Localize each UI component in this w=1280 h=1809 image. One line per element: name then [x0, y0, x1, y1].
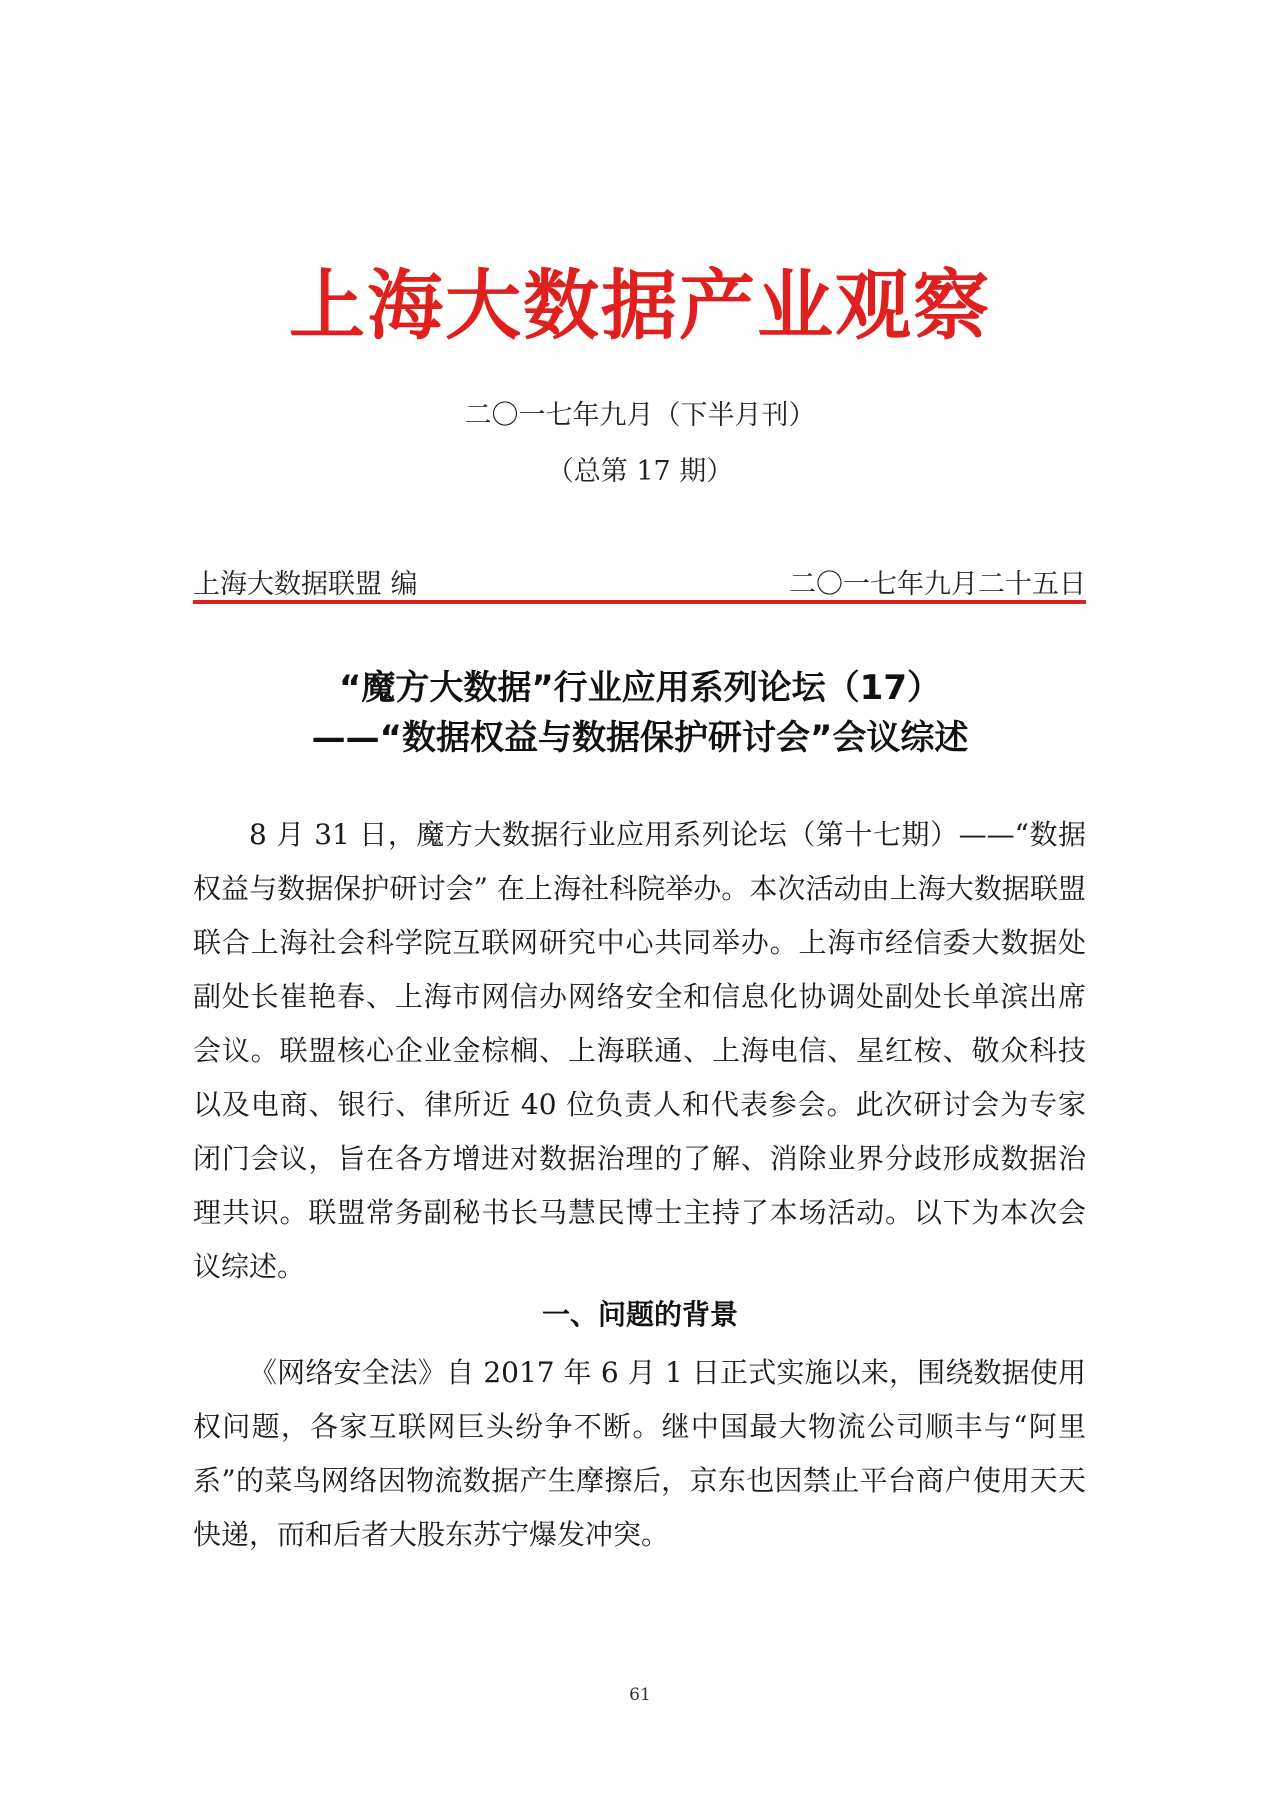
paragraph-intro: 8 月 31 日，魔方大数据行业应用系列论坛（第十七期）——“数据权益与数据保护研讨会” 在上海社科院举办。本次活动由上海大数据联盟联合上海社会科学院互联网研究中心共同举办。上海市经信委大数据处副处长崔艳春、上海市网信办网络安全和信息化协调处副处长单滨出席会议。联盟核心企业金棕榈、上海联通、上海电信、星红桉、敬众科技以及电商、银行、律所近 40 位负责人和代表参会。此次研讨会为专家闭门会议，旨在各方增进对数据治理的了解、消除业界分歧形成数据治理共识。联盟常务副秘书长马慧民博士主持了本场活动。以下为本次会议综述。 [193, 818, 1086, 1283]
publish-date: 二〇一七年九月二十五日 [789, 569, 1086, 600]
section-heading-background: 一、问题的背景 [541, 1298, 738, 1331]
page-number: 61 [629, 1685, 651, 1705]
issue-date: 二〇一七年九月（下半月刊） [464, 400, 816, 431]
masthead-title: 上海大数据产业观察 [289, 261, 991, 350]
article-title-line-1: “魔方大数据”行业应用系列论坛（17） [338, 668, 941, 708]
red-divider [193, 600, 1086, 604]
editor-row [193, 562, 1086, 598]
article-title-line-2: ——“数据权益与数据保护研讨会”会议综述 [311, 718, 969, 758]
issue-number: （总第 17 期） [546, 456, 734, 487]
editor-name: 上海大数据联盟 编 [193, 569, 418, 600]
paragraph-background: 《网络安全法》自 2017 年 6 月 1 日正式实施以来，围绕数据使用权问题，各家互联网巨头纷争不断。继中国最大物流公司顺丰与“阿里系”的菜鸟网络因物流数据产生摩擦后，京东也因禁止平台商户使用天天快递，而和后者大股东苏宁爆发冲突。 [193, 1356, 1086, 1551]
